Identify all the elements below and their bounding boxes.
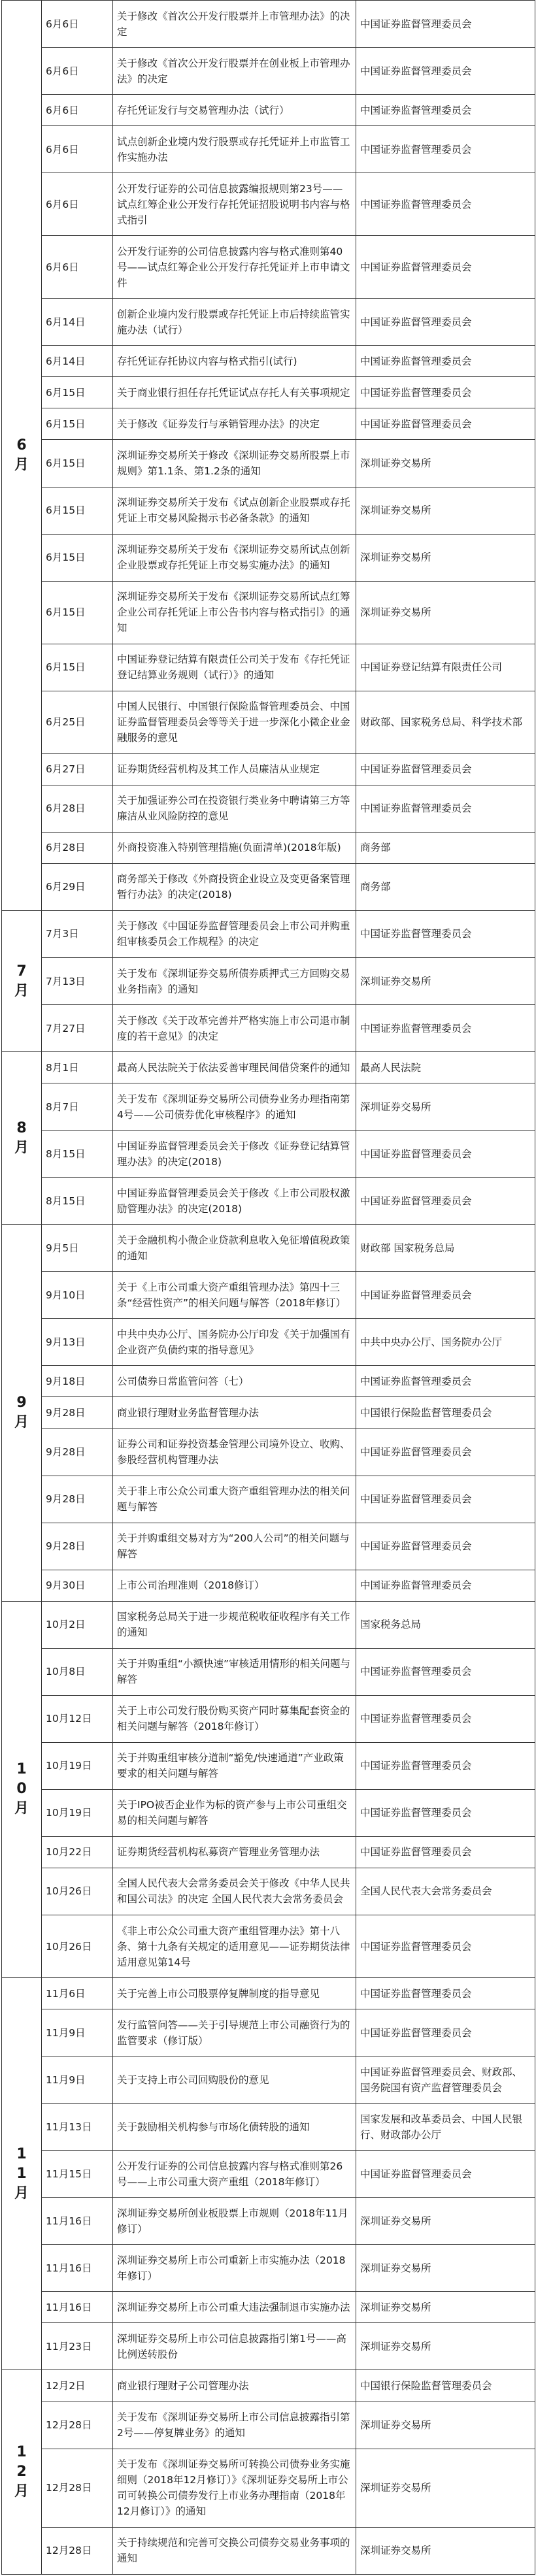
issuer-cell: 中国证券监督管理委员会 (356, 1648, 535, 1695)
issuer-cell: 中国证券监督管理委员会 (356, 753, 535, 785)
date-cell: 6月15日 (42, 377, 113, 408)
issuer-cell: 深圳证券交易所 (356, 2198, 535, 2245)
issuer-cell: 深圳证券交易所 (356, 487, 535, 534)
date-cell: 10月22日 (42, 1836, 113, 1868)
table-row (2, 173, 535, 236)
table-row (2, 1397, 535, 1428)
issuer-cell: 深圳证券交易所 (356, 2245, 535, 2292)
date-cell: 9月28日 (42, 1523, 113, 1570)
date-cell: 11月9日 (42, 2056, 113, 2104)
title-cell: 关于持续规范和完善可交换公司债券交易业务事项的通知 (113, 2527, 356, 2574)
issuer-cell: 财政部、国家税务总局、科学技术部 (356, 691, 535, 753)
issuer-cell: 中国证券监督管理委员会 (356, 1366, 535, 1397)
table-row (2, 910, 535, 957)
date-cell: 10月12日 (42, 1695, 113, 1742)
table-row (2, 48, 535, 95)
date-cell: 6月15日 (42, 581, 113, 644)
issuer-cell: 国家税务总局 (356, 1601, 535, 1648)
date-cell: 11月13日 (42, 2104, 113, 2151)
table-row (2, 487, 535, 534)
date-cell: 6月15日 (42, 487, 113, 534)
title-cell: 关于支持上市公司回购股份的意见 (113, 2056, 356, 2104)
month-cell (2, 2370, 42, 2574)
issuer-cell: 深圳证券交易所 (356, 957, 535, 1004)
issuer-cell: 商务部 (356, 863, 535, 910)
date-cell: 9月30日 (42, 1570, 113, 1601)
table-row (2, 2527, 535, 2574)
title-cell: 关于修改《中国证券监督管理委员会上市公司并购重组审核委员会工作规程》的决定 (113, 910, 356, 957)
date-cell: 7月27日 (42, 1005, 113, 1052)
table-row (2, 2151, 535, 2198)
title-cell: 关于完善上市公司股票停复牌制度的指导意见 (113, 1978, 356, 2009)
date-cell: 6月15日 (42, 408, 113, 440)
issuer-cell: 中国证券登记结算有限责任公司 (356, 644, 535, 691)
table-row (2, 2402, 535, 2449)
table-row (2, 408, 535, 440)
title-cell: 国家税务总局关于进一步规范税收征收程序有关工作的通知 (113, 1601, 356, 1648)
title-cell: 中国证券监督管理委员会关于修改《证券登记结算管理办法》的决定(2018) (113, 1131, 356, 1178)
month-label: 9月 (14, 1394, 29, 1430)
table-row (2, 1978, 535, 2009)
date-cell: 11月23日 (42, 2323, 113, 2370)
title-cell: 中国人民银行、中国银行保险监督管理委员会、中国证券监督管理委员会等等关于进一步深化小微企业金融服务的意见 (113, 691, 356, 753)
title-cell: 深圳证券交易所上市公司重新上市实施办法（2018年修订） (113, 2245, 356, 2292)
month-label: 12月 (14, 2444, 29, 2500)
title-cell: 存托凭证存托协议内容与格式指引(试行) (113, 346, 356, 377)
title-cell: 关于上市公司发行股份购买资产同时募集配套资金的相关问题与解答（2018年修订） (113, 1695, 356, 1742)
table-row (2, 691, 535, 753)
date-cell: 12月28日 (42, 2449, 113, 2527)
issuer-cell: 深圳证券交易所 (356, 2402, 535, 2449)
title-cell: 证券期货经营机构私募资产管理业务管理办法 (113, 1836, 356, 1868)
issuer-cell: 深圳证券交易所 (356, 2527, 535, 2574)
table-row (2, 126, 535, 173)
table-row (2, 1131, 535, 1178)
date-cell: 11月16日 (42, 2245, 113, 2292)
issuer-cell: 中国证券监督管理委员会 (356, 2151, 535, 2198)
date-cell: 6月14日 (42, 299, 113, 346)
title-cell: 关于《上市公司重大资产重组管理办法》第四十三条“经营性资产”的相关问题与解答（2018年修订） (113, 1272, 356, 1319)
title-cell: 关于修改《首次公开发行股票并上市管理办法》的决定 (113, 1, 356, 48)
date-cell: 6月6日 (42, 173, 113, 236)
table-row (2, 534, 535, 581)
issuer-cell: 中国证券监督管理委员会 (356, 1836, 535, 1868)
issuer-cell: 中国银行保险监督管理委员会 (356, 2370, 535, 2402)
month-label: 11月 (14, 2145, 29, 2202)
issuer-cell: 中国证券监督管理委员会 (356, 2009, 535, 2056)
issuer-cell: 中国证券监督管理委员会 (356, 1789, 535, 1836)
issuer-cell: 中国证券监督管理委员会、财政部、国务院国有资产监督管理委员会 (356, 2056, 535, 2104)
date-cell: 6月15日 (42, 644, 113, 691)
table-row (2, 2245, 535, 2292)
month-cell (2, 1601, 42, 1977)
date-cell: 8月15日 (42, 1178, 113, 1225)
date-cell: 12月28日 (42, 2402, 113, 2449)
date-cell: 9月13日 (42, 1319, 113, 1366)
title-cell: 关于加强证券公司在投资银行类业务中聘请第三方等廉洁从业风险防控的意见 (113, 785, 356, 832)
date-cell: 6月6日 (42, 48, 113, 95)
issuer-cell: 中国证券监督管理委员会 (356, 1, 535, 48)
title-cell: 深圳证券交易所关于发布《深圳证券交易所试点红筹企业公司存托凭证上市公告书内容与格式指引》的通知 (113, 581, 356, 644)
date-cell: 6月6日 (42, 1, 113, 48)
table-row (2, 863, 535, 910)
title-cell: 公开发行证券的公司信息披露内容与格式准则第40号——试点红筹企业公开发行存托凭证并上市申请文件 (113, 236, 356, 299)
table-row (2, 2009, 535, 2056)
table-row (2, 1523, 535, 1570)
date-cell: 10月2日 (42, 1601, 113, 1648)
title-cell: 关于发布《深圳证券交易所上市公司信息披露指引第2号——停复牌业务》的通知 (113, 2402, 356, 2449)
table-row (2, 1272, 535, 1319)
issuer-cell: 中国证券监督管理委员会 (356, 1272, 535, 1319)
table-row (2, 1476, 535, 1523)
month-label: 8月 (14, 1119, 29, 1156)
title-cell: 全国人民代表大会常务委员会关于修改《中华人民共和国公司法》的决定 全国人民代表大会常务委员会 (113, 1868, 356, 1915)
date-cell: 6月25日 (42, 691, 113, 753)
title-cell: 深圳证券交易所上市公司重大违法强制退市实施办法 (113, 2292, 356, 2323)
table-row (2, 1868, 535, 1915)
issuer-cell: 深圳证券交易所 (356, 440, 535, 487)
issuer-cell: 中共中央办公厅、国务院办公厅 (356, 1319, 535, 1366)
title-cell: 关于非上市公众公司重大资产重组管理办法的相关问题与解答 (113, 1476, 356, 1523)
title-cell: 商业银行理财业务监督管理办法 (113, 1397, 356, 1428)
date-cell: 9月5日 (42, 1225, 113, 1272)
issuer-cell: 中国证券监督管理委员会 (356, 95, 535, 126)
date-cell: 6月27日 (42, 753, 113, 785)
date-cell: 9月18日 (42, 1366, 113, 1397)
issuer-cell: 商务部 (356, 832, 535, 863)
title-cell: 深圳证券交易所关于修改《深圳证券交易所股票上市规则》第1.1条、第1.2条的通知 (113, 440, 356, 487)
table-row (2, 1695, 535, 1742)
date-cell: 10月26日 (42, 1868, 113, 1915)
table-row (2, 1648, 535, 1695)
date-cell: 11月6日 (42, 1978, 113, 2009)
table-row (2, 1225, 535, 1272)
table-row (2, 1570, 535, 1601)
table-row (2, 785, 535, 832)
issuer-cell: 深圳证券交易所 (356, 581, 535, 644)
title-cell: 中国证券登记结算有限责任公司关于发布《存托凭证登记结算业务规则（试行）》的通知 (113, 644, 356, 691)
month-label: 6月 (14, 437, 29, 473)
date-cell: 9月28日 (42, 1428, 113, 1476)
title-cell: 试点创新企业境内发行股票或存托凭证并上市监管工作实施办法 (113, 126, 356, 173)
date-cell: 8月1日 (42, 1052, 113, 1083)
date-cell: 6月6日 (42, 95, 113, 126)
table-row (2, 753, 535, 785)
date-cell: 11月16日 (42, 2198, 113, 2245)
date-cell: 9月10日 (42, 1272, 113, 1319)
issuer-cell: 中国证券监督管理委员会 (356, 299, 535, 346)
table-row (2, 1052, 535, 1083)
title-cell: 关于修改《首次公开发行股票并在创业板上市管理办法》的决定 (113, 48, 356, 95)
title-cell: 存托凭证发行与交易管理办法（试行） (113, 95, 356, 126)
date-cell: 10月19日 (42, 1789, 113, 1836)
issuer-cell: 中国证券监督管理委员会 (356, 785, 535, 832)
issuer-cell: 中国证券监督管理委员会 (356, 1978, 535, 2009)
issuer-cell: 中国证券监督管理委员会 (356, 126, 535, 173)
issuer-cell: 中国证券监督管理委员会 (356, 1428, 535, 1476)
title-cell: 深圳证券交易所上市公司信息披露指引第1号——高比例送转股份 (113, 2323, 356, 2370)
issuer-cell: 深圳证券交易所 (356, 2449, 535, 2527)
title-cell: 关于发布《深圳证券交易所可转换公司债券业务实施细则（2018年12月修订）》《深圳证券交易所上市公司可转换公司债券发行上市业务办理指南（2018年12月修订）》的通知 (113, 2449, 356, 2527)
title-cell: 证券公司和证券投资基金管理公司境外设立、收购、参股经营机构管理办法 (113, 1428, 356, 1476)
title-cell: 关于金融机构小微企业贷款利息收入免征增值税政策的通知 (113, 1225, 356, 1272)
title-cell: 关于修改《证券发行与承销管理办法》的决定 (113, 408, 356, 440)
issuer-cell: 中国证券监督管理委员会 (356, 408, 535, 440)
table-row (2, 2104, 535, 2151)
title-cell: 关于商业银行担任存托凭证试点存托人有关事项规定 (113, 377, 356, 408)
date-cell: 10月26日 (42, 1915, 113, 1978)
title-cell: 中国证券监督管理委员会关于修改《上市公司股权激励管理办法》的决定(2018) (113, 1178, 356, 1225)
regulation-table (1, 0, 535, 2575)
table-row (2, 2449, 535, 2527)
title-cell: 商业银行理财子公司管理办法 (113, 2370, 356, 2402)
issuer-cell: 中国证券监督管理委员会 (356, 236, 535, 299)
table-row (2, 2198, 535, 2245)
table-row (2, 299, 535, 346)
issuer-cell: 深圳证券交易所 (356, 534, 535, 581)
title-cell: 证券期货经营机构及其工作人员廉洁从业规定 (113, 753, 356, 785)
issuer-cell: 中国证券监督管理委员会 (356, 48, 535, 95)
month-cell (2, 1225, 42, 1601)
title-cell: 公开发行证券的公司信息披露内容与格式准则第26号——上市公司重大资产重组（2018年修订） (113, 2151, 356, 2198)
table-row (2, 832, 535, 863)
table-row (2, 2370, 535, 2402)
title-cell: 关于并购重组审核分道制“豁免/快速通道”产业政策要求的相关问题与解答 (113, 1742, 356, 1789)
issuer-cell: 中国证券监督管理委员会 (356, 1178, 535, 1225)
issuer-cell: 中国证券监督管理委员会 (356, 910, 535, 957)
table-row (2, 581, 535, 644)
title-cell: 公开发行证券的公司信息披露编报规则第23号——试点红筹企业公开发行存托凭证招股说明书内容与格式指引 (113, 173, 356, 236)
month-label: 7月 (14, 963, 29, 999)
month-cell (2, 1052, 42, 1225)
table-row (2, 2292, 535, 2323)
table-row (2, 1083, 535, 1131)
date-cell: 6月15日 (42, 534, 113, 581)
table-row (2, 236, 535, 299)
date-cell: 8月15日 (42, 1131, 113, 1178)
date-cell: 11月15日 (42, 2151, 113, 2198)
table-row (2, 1005, 535, 1052)
issuer-cell: 深圳证券交易所 (356, 2323, 535, 2370)
date-cell: 10月19日 (42, 1742, 113, 1789)
title-cell: 关于鼓励相关机构参与市场化债转股的通知 (113, 2104, 356, 2151)
table-row (2, 1836, 535, 1868)
title-cell: 《非上市公众公司重大资产重组管理办法》第十八条、第十九条有关规定的适用意见——证券期货法律适用意见第14号 (113, 1915, 356, 1978)
table-row (2, 1601, 535, 1648)
date-cell: 12月28日 (42, 2527, 113, 2574)
table-row (2, 1789, 535, 1836)
issuer-cell: 中国证券监督管理委员会 (356, 1523, 535, 1570)
title-cell: 关于修改《关于改革完善并严格实施上市公司退市制度的若干意见》的决定 (113, 1005, 356, 1052)
table-row (2, 1319, 535, 1366)
title-cell: 关于并购重组交易对方为“200人公司”的相关问题与解答 (113, 1523, 356, 1570)
title-cell: 上市公司治理准则（2018修订） (113, 1570, 356, 1601)
issuer-cell: 中国证券监督管理委员会 (356, 1742, 535, 1789)
issuer-cell: 中国证券监督管理委员会 (356, 1695, 535, 1742)
date-cell: 12月2日 (42, 2370, 113, 2402)
table-row (2, 95, 535, 126)
date-cell: 7月13日 (42, 957, 113, 1004)
table-row (2, 1178, 535, 1225)
issuer-cell: 中国证券监督管理委员会 (356, 173, 535, 236)
title-cell: 最高人民法院关于依法妥善审理民间借贷案件的通知 (113, 1052, 356, 1083)
date-cell: 11月16日 (42, 2292, 113, 2323)
issuer-cell: 中国证券监督管理委员会 (356, 1131, 535, 1178)
date-cell: 6月15日 (42, 440, 113, 487)
month-cell (2, 910, 42, 1051)
title-cell: 外商投资准入特别管理措施(负面清单)(2018年版) (113, 832, 356, 863)
title-cell: 公司债券日常监管问答（七） (113, 1366, 356, 1397)
date-cell: 6月6日 (42, 236, 113, 299)
table-row (2, 957, 535, 1004)
title-cell: 发行监管问答——关于引导规范上市公司融资行为的监管要求（修订版） (113, 2009, 356, 2056)
month-label: 10月 (14, 1761, 29, 1817)
title-cell: 深圳证券交易所关于发布《试点创新企业股票或存托凭证上市交易风险揭示书必备条款》的通知 (113, 487, 356, 534)
title-cell: 关于IPO被否企业作为标的资产参与上市公司重组交易的相关问题与解答 (113, 1789, 356, 1836)
title-cell: 深圳证券交易所关于发布《深圳证券交易所试点创新企业股票或存托凭证上市交易实施办法》的通知 (113, 534, 356, 581)
date-cell: 6月6日 (42, 126, 113, 173)
table-row (2, 1366, 535, 1397)
issuer-cell: 中国证券监督管理委员会 (356, 377, 535, 408)
month-cell (2, 1978, 42, 2370)
table-row (2, 346, 535, 377)
title-cell: 创新企业境内发行股票或存托凭证上市后持续监管实施办法（试行） (113, 299, 356, 346)
table-row (2, 644, 535, 691)
title-cell: 关于并购重组“小额快速”审核适用情形的相关问题与解答 (113, 1648, 356, 1695)
date-cell: 6月28日 (42, 832, 113, 863)
date-cell: 6月29日 (42, 863, 113, 910)
date-cell: 9月28日 (42, 1476, 113, 1523)
table-row (2, 440, 535, 487)
date-cell: 9月28日 (42, 1397, 113, 1428)
table-row (2, 1915, 535, 1978)
date-cell: 6月14日 (42, 346, 113, 377)
regulation-table-body (2, 1, 535, 2575)
table-row (2, 2056, 535, 2104)
month-cell (2, 1, 42, 911)
title-cell: 关于发布《深圳证券交易所公司债券业务办理指南第4号——公司债券优化审核程序》的通知 (113, 1083, 356, 1131)
issuer-cell: 中国证券监督管理委员会 (356, 1915, 535, 1978)
date-cell: 11月9日 (42, 2009, 113, 2056)
date-cell: 8月7日 (42, 1083, 113, 1131)
issuer-cell: 中国证券监督管理委员会 (356, 1476, 535, 1523)
issuer-cell: 全国人民代表大会常务委员会 (356, 1868, 535, 1915)
issuer-cell: 最高人民法院 (356, 1052, 535, 1083)
date-cell: 6月28日 (42, 785, 113, 832)
table-row (2, 1, 535, 48)
title-cell: 关于发布《深圳证券交易所债券质押式三方回购交易业务指南》的通知 (113, 957, 356, 1004)
issuer-cell: 财政部 国家税务总局 (356, 1225, 535, 1272)
title-cell: 商务部关于修改《外商投资企业设立及变更备案管理暂行办法》的决定(2018) (113, 863, 356, 910)
issuer-cell: 深圳证券交易所 (356, 2292, 535, 2323)
issuer-cell: 中国证券监督管理委员会 (356, 1005, 535, 1052)
table-row (2, 2323, 535, 2370)
table-row (2, 1428, 535, 1476)
issuer-cell: 中国证券监督管理委员会 (356, 1570, 535, 1601)
issuer-cell: 国家发展和改革委员会、中国人民银行、财政部办公厅 (356, 2104, 535, 2151)
issuer-cell: 中国银行保险监督管理委员会 (356, 1397, 535, 1428)
date-cell: 7月3日 (42, 910, 113, 957)
issuer-cell: 中国证券监督管理委员会 (356, 346, 535, 377)
date-cell: 10月8日 (42, 1648, 113, 1695)
title-cell: 深圳证券交易所创业板股票上市规则（2018年11月修订） (113, 2198, 356, 2245)
issuer-cell: 深圳证券交易所 (356, 1083, 535, 1131)
table-row (2, 1742, 535, 1789)
table-row (2, 377, 535, 408)
title-cell: 中共中央办公厅、国务院办公厅印发《关于加强国有企业资产负债约束的指导意见》 (113, 1319, 356, 1366)
